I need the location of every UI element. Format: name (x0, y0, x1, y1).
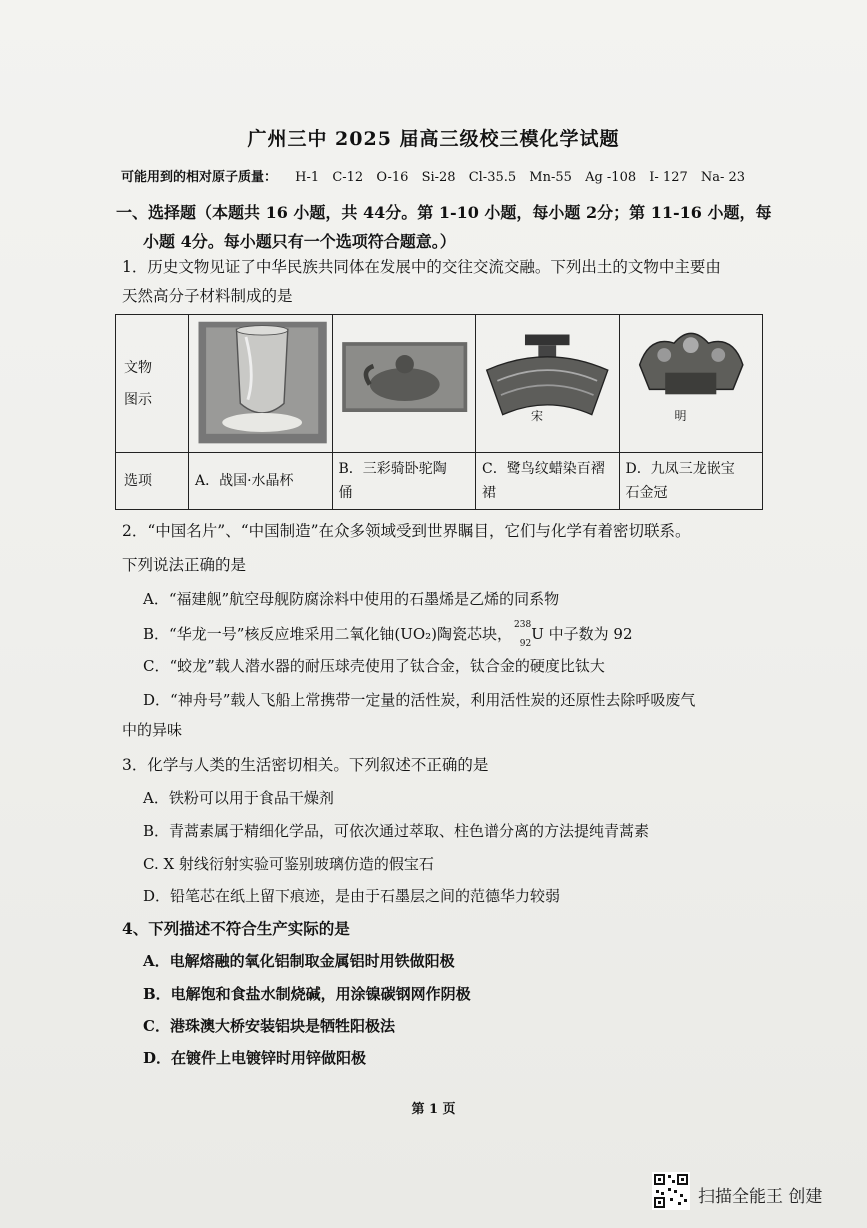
relic-image-b (332, 315, 476, 453)
q2-stem-line2: 下列说法正确的是 (122, 556, 247, 574)
q2-option-b (143, 621, 632, 649)
q1-option-d: D．九凤三龙嵌宝 石金冠 (619, 453, 763, 510)
atomic-mass: Si-28 (421, 170, 456, 185)
q1-relics-table (115, 314, 763, 510)
atomic-mass: C-12 (332, 170, 364, 185)
isotope-atomic-number: 92 (519, 639, 532, 649)
section-heading-line1: 一、选择题（本题共 16 小题，共 44分。第 1-10 小题，每小题 2分；第 11-16 小题，每 (116, 203, 772, 222)
q4-option-c: C．港珠澳大桥安装铝块是牺牲阳极法 (143, 1017, 395, 1035)
q3-option-b: B．青蒿素属于精细化学品，可依次通过萃取、柱色谱分离的方法提纯青蒿素 (143, 822, 650, 840)
q1-option-c: C．鹭鸟纹蜡染百褶 裙 (476, 453, 620, 510)
q3-option-d: D．铅笔芯在纸上留下痕迹，是由于石墨层之间的范德华力较弱 (143, 887, 561, 905)
scanner-label: 扫描全能王 创建 (698, 1187, 823, 1207)
table-head-label: 文物 图示 (124, 359, 152, 408)
q1-stem-line2: 天然高分子材料制成的是 (122, 287, 293, 305)
q2-option-b-text: B．“华龙一号”核反应堆采用二氧化铀(UO₂)陶瓷芯块， (143, 625, 513, 643)
q4-option-d: D．在镀件上电镀锌时用锌做阳极 (143, 1049, 367, 1067)
isotope-notation (514, 621, 531, 649)
dynasty-label-ming: 明 (674, 409, 687, 423)
atomic-mass: I- 127 (649, 170, 688, 185)
page-number: 第 1 页 (411, 1102, 456, 1117)
q4-stem: 4、下列描述不符合生产实际的是 (122, 919, 350, 938)
q4-option-a: A．电解熔融的氧化铝制取金属铝时用铁做阳极 (143, 952, 455, 970)
golden-crown-image (620, 315, 763, 452)
table-head-label: 选项 (124, 473, 152, 489)
relic-image-a (189, 315, 333, 453)
qr-code-icon (652, 1172, 690, 1210)
atomic-masses-label: 可能用到的相对原子质量： (121, 170, 278, 185)
atomic-mass: Mn-55 (529, 170, 572, 185)
page-title: 广州三中 2025 届高三级校三模化学试题 (247, 128, 620, 150)
q2-option-d-line2: 中的异味 (122, 721, 183, 739)
q3-stem: 3．化学与人类的生活密切相关。下列叙述不正确的是 (122, 756, 489, 774)
camel-figurine-image (333, 315, 476, 452)
atomic-mass: O-16 (376, 170, 409, 185)
atomic-mass: Ag -108 (585, 170, 637, 185)
q1-stem-line1: 1．历史文物见证了中华民族共同体在发展中的交往交流交融。下列出土的文物中主要由 (122, 258, 721, 276)
relic-image-c (476, 315, 620, 453)
dynasty-label-song: 宋 (531, 409, 544, 423)
q1-option-a: A．战国·水晶杯 (189, 453, 333, 510)
crystal-cup-image (189, 315, 332, 452)
section-heading-line2: 小题 4分。每小题只有一个选项符合题意。） (143, 232, 456, 251)
q2-option-a: A．“福建舰”航空母舰防腐涂料中使用的石墨烯是乙烯的同系物 (143, 590, 560, 608)
table-row-head-options (116, 453, 189, 510)
q3-option-c: C. X 射线衍射实验可鉴别玻璃仿造的假宝石 (143, 855, 434, 873)
isotope-mass-number: 238 (514, 620, 532, 630)
q3-option-a: A．铁粉可以用于食品干燥剂 (143, 789, 334, 807)
q2-option-c: C．“蛟龙”载人潜水器的耐压球壳使用了钛合金，钛合金的硬度比钛大 (143, 657, 605, 675)
q1-option-b: B．三彩骑卧驼陶 俑 (332, 453, 476, 510)
relic-image-d (619, 315, 763, 453)
pleated-skirt-image (476, 315, 619, 452)
atomic-masses (121, 166, 754, 185)
atomic-mass: H-1 (295, 170, 320, 185)
q4-option-b: B．电解饱和食盐水制烧碱，用涂镍碳钢网作阴极 (143, 985, 471, 1003)
atomic-mass: Cl-35.5 (468, 170, 517, 185)
q2-option-b-tail: U 中子数为 92 (531, 625, 633, 643)
atomic-mass: Na- 23 (700, 170, 746, 185)
q2-option-d-line1: D．“神舟号”载人飞船上常携带一定量的活性炭，利用活性炭的还原性去除呼吸废气 (143, 691, 696, 709)
q2-stem-line1: 2．“中国名片”、“中国制造”在众多领域受到世界瞩目，它们与化学有着密切联系。 (122, 522, 691, 540)
table-row-head-images (116, 315, 189, 453)
